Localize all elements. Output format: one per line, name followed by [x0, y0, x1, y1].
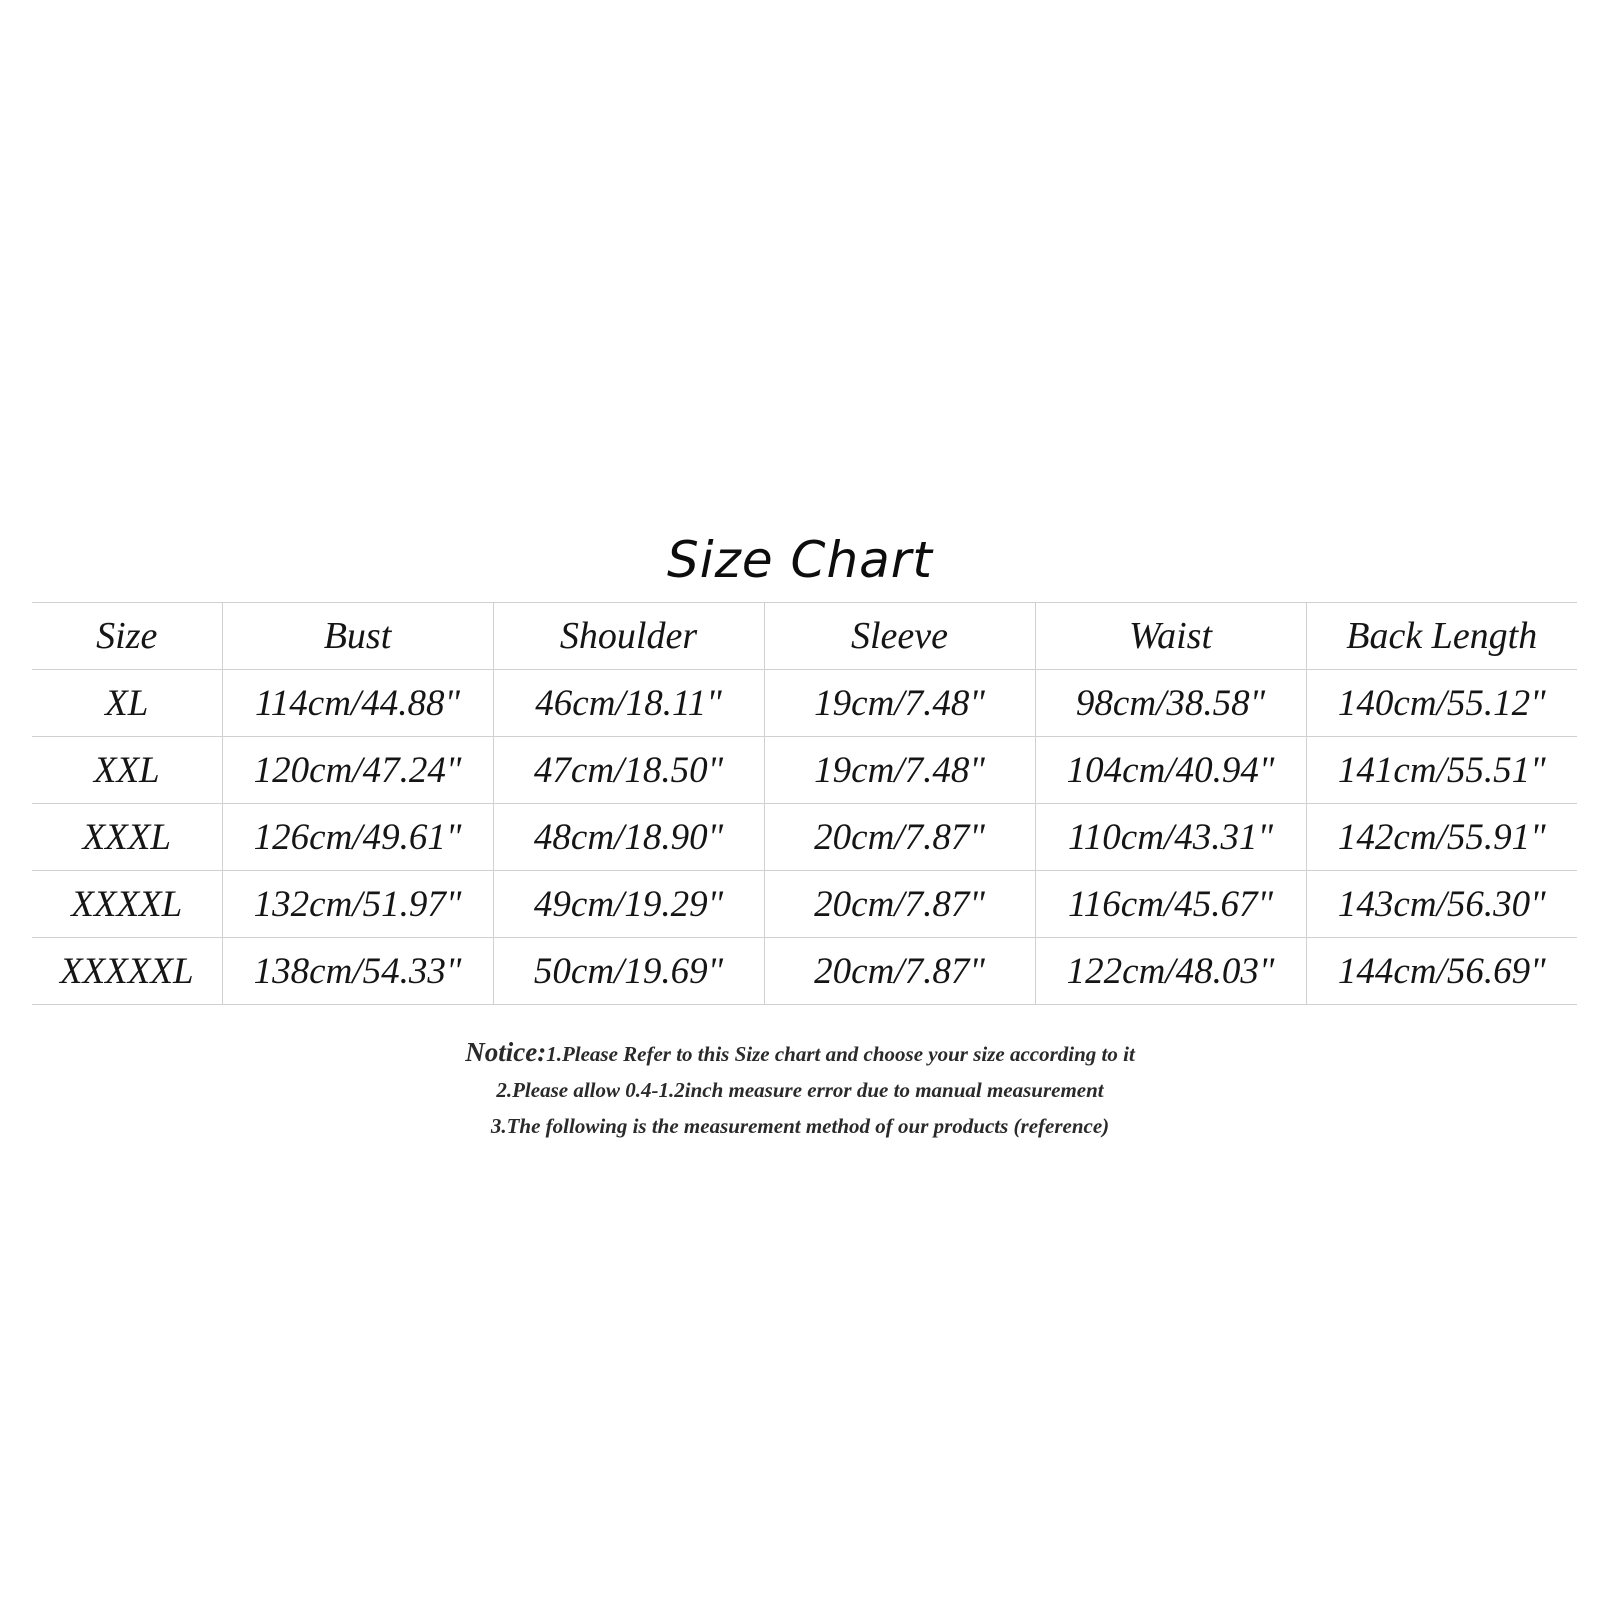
notice-text: 1.Please Refer to this Size chart and choose your size according to it	[546, 1042, 1135, 1066]
table-row	[32, 938, 1577, 1005]
shoulder-cell: 49cm/19.29"	[493, 871, 764, 938]
size-chart-title: Size Chart	[667, 531, 933, 589]
size-cell: XL	[32, 670, 222, 737]
waist-cell: 122cm/48.03"	[1035, 938, 1306, 1005]
column-header-back-length: Back Length	[1306, 603, 1577, 670]
notice-block	[0, 1034, 1600, 1144]
waist-cell: 116cm/45.67"	[1035, 871, 1306, 938]
size-cell: XXXXL	[32, 871, 222, 938]
column-header-waist: Waist	[1035, 603, 1306, 670]
size-chart-table	[32, 602, 1577, 1005]
back-length-cell: 143cm/56.30"	[1306, 871, 1577, 938]
bust-cell: 138cm/54.33"	[222, 938, 493, 1005]
sleeve-cell: 19cm/7.48"	[764, 670, 1035, 737]
shoulder-cell: 48cm/18.90"	[493, 804, 764, 871]
notice-line-2: 2.Please allow 0.4-1.2inch measure error due to manual measurement	[496, 1078, 1104, 1102]
shoulder-cell: 46cm/18.11"	[493, 670, 764, 737]
column-header-shoulder: Shoulder	[493, 603, 764, 670]
table-row	[32, 804, 1577, 871]
column-header-sleeve: Sleeve	[764, 603, 1035, 670]
size-cell: XXL	[32, 737, 222, 804]
bust-cell: 126cm/49.61"	[222, 804, 493, 871]
size-cell: XXXL	[32, 804, 222, 871]
size-cell: XXXXXL	[32, 938, 222, 1005]
shoulder-cell: 50cm/19.69"	[493, 938, 764, 1005]
bust-cell: 114cm/44.88"	[222, 670, 493, 737]
notice-line-3: 3.The following is the measurement method of our products (reference)	[490, 1114, 1110, 1138]
back-length-cell: 140cm/55.12"	[1306, 670, 1577, 737]
sleeve-cell: 20cm/7.87"	[764, 804, 1035, 871]
table-row	[32, 670, 1577, 737]
back-length-cell: 142cm/55.91"	[1306, 804, 1577, 871]
bust-cell: 132cm/51.97"	[222, 871, 493, 938]
column-header-size: Size	[32, 603, 222, 670]
waist-cell: 104cm/40.94"	[1035, 737, 1306, 804]
sleeve-cell: 20cm/7.87"	[764, 871, 1035, 938]
waist-cell: 98cm/38.58"	[1035, 670, 1306, 737]
waist-cell: 110cm/43.31"	[1035, 804, 1306, 871]
back-length-cell: 144cm/56.69"	[1306, 938, 1577, 1005]
bust-cell: 120cm/47.24"	[222, 737, 493, 804]
sleeve-cell: 19cm/7.48"	[764, 737, 1035, 804]
back-length-cell: 141cm/55.51"	[1306, 737, 1577, 804]
sleeve-cell: 20cm/7.87"	[764, 938, 1035, 1005]
table-row	[32, 871, 1577, 938]
column-header-bust: Bust	[222, 603, 493, 670]
table-header-row	[32, 603, 1577, 670]
notice-line-1	[0, 1034, 1600, 1072]
shoulder-cell: 47cm/18.50"	[493, 737, 764, 804]
table-row	[32, 737, 1577, 804]
notice-label: Notice:	[465, 1037, 547, 1067]
